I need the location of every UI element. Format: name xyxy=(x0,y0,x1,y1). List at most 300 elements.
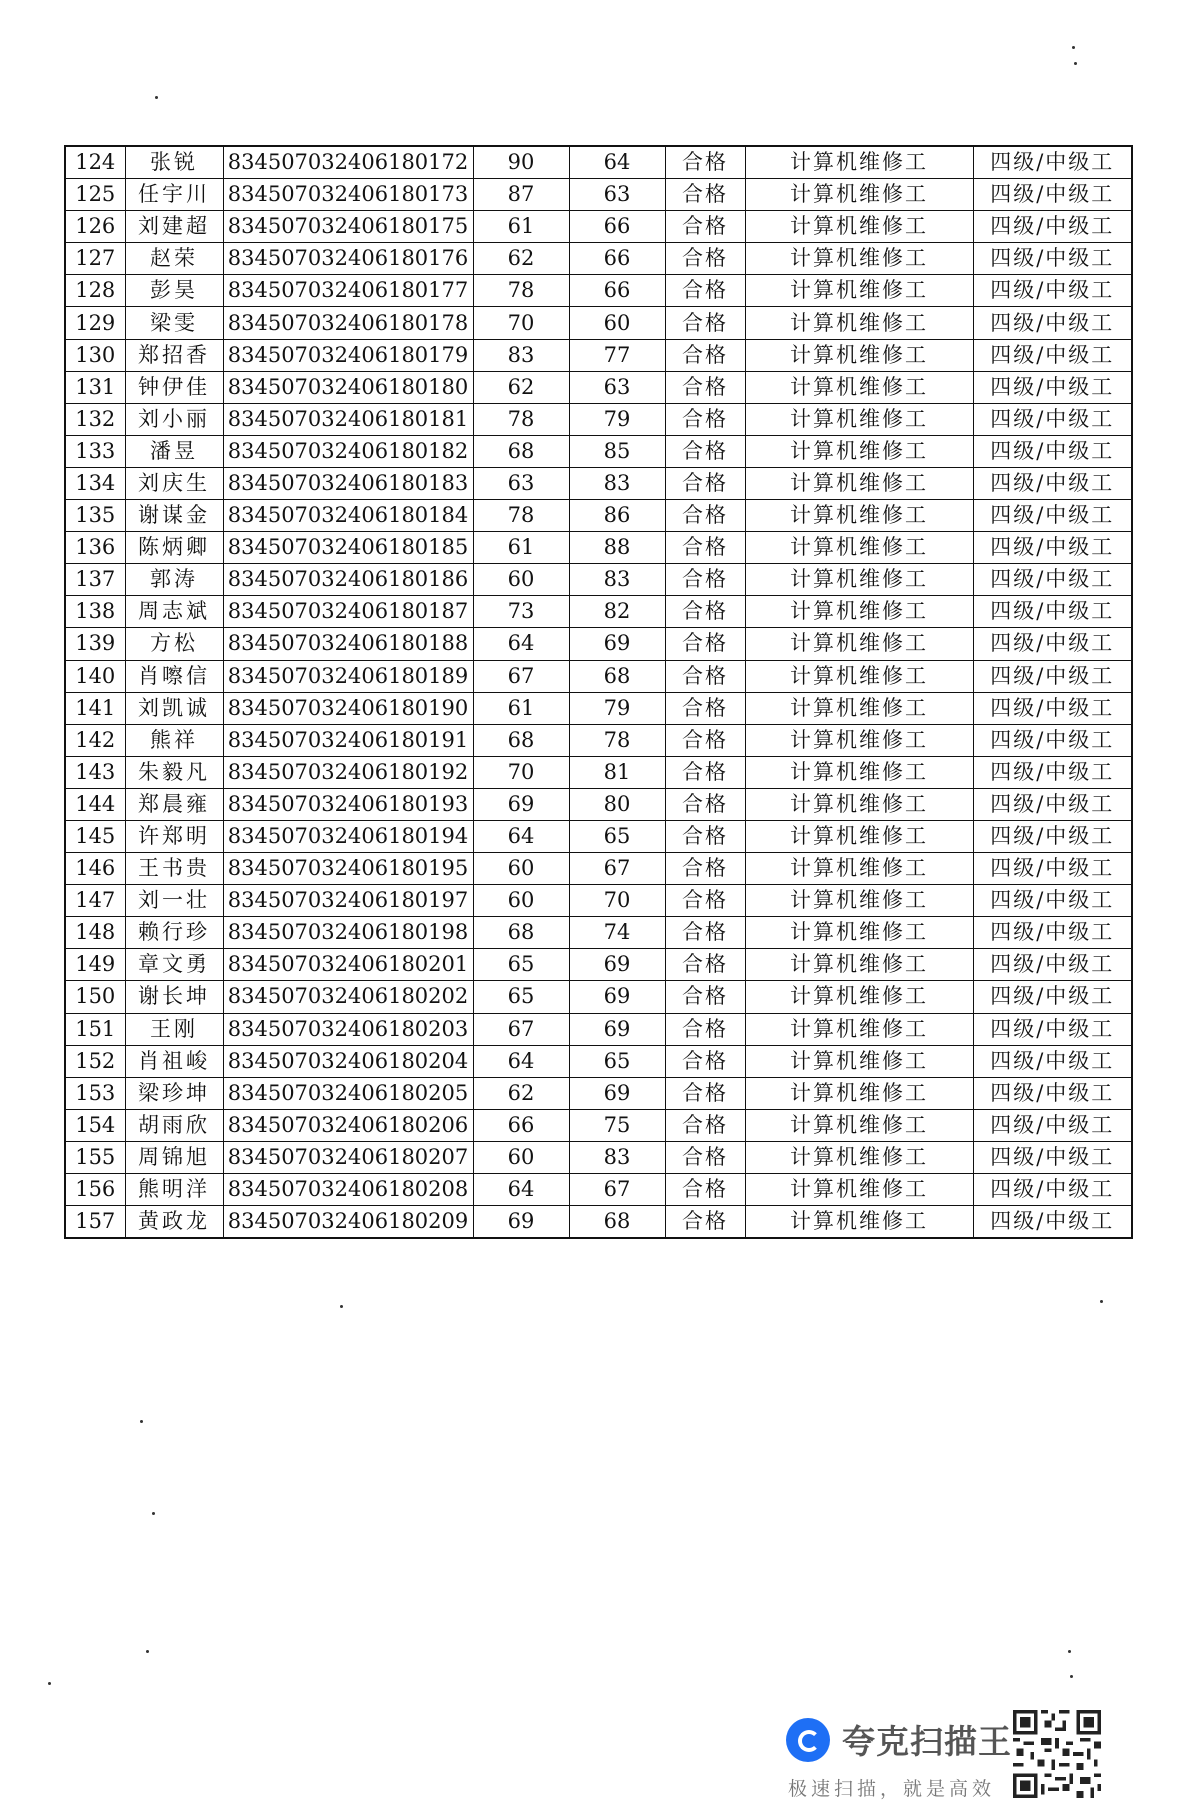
table-row xyxy=(65,1013,1132,1045)
result-cell: 合格 xyxy=(665,532,745,564)
theory-score-cell: 78 xyxy=(473,500,569,532)
table-row xyxy=(65,981,1132,1013)
occupation-cell: 计算机维修工 xyxy=(745,467,973,499)
scan-speck xyxy=(152,1512,155,1515)
occupation-cell: 计算机维修工 xyxy=(745,179,973,211)
candidate-name-cell: 陈炳卿 xyxy=(125,532,223,564)
occupation-cell: 计算机维修工 xyxy=(745,532,973,564)
result-cell: 合格 xyxy=(665,243,745,275)
occupation-cell: 计算机维修工 xyxy=(745,724,973,756)
level-cell: 四级/中级工 xyxy=(973,500,1132,532)
scan-speck xyxy=(1100,1300,1103,1303)
candidate-name-cell: 钟伊佳 xyxy=(125,371,223,403)
ticket-number-cell: 834507032406180190 xyxy=(223,692,473,724)
theory-score-cell: 68 xyxy=(473,917,569,949)
row-number-cell: 148 xyxy=(65,917,125,949)
candidate-name-cell: 刘小丽 xyxy=(125,403,223,435)
level-cell: 四级/中级工 xyxy=(973,435,1132,467)
level-cell: 四级/中级工 xyxy=(973,307,1132,339)
ticket-number-cell: 834507032406180194 xyxy=(223,820,473,852)
ticket-number-cell: 834507032406180185 xyxy=(223,532,473,564)
ticket-number-cell: 834507032406180179 xyxy=(223,339,473,371)
result-cell: 合格 xyxy=(665,339,745,371)
table-row xyxy=(65,532,1132,564)
practical-score-cell: 66 xyxy=(569,211,665,243)
occupation-cell: 计算机维修工 xyxy=(745,788,973,820)
theory-score-cell: 61 xyxy=(473,532,569,564)
candidate-name-cell: 谢谋金 xyxy=(125,500,223,532)
occupation-cell: 计算机维修工 xyxy=(745,596,973,628)
practical-score-cell: 69 xyxy=(569,981,665,1013)
theory-score-cell: 78 xyxy=(473,403,569,435)
practical-score-cell: 85 xyxy=(569,435,665,467)
theory-score-cell: 87 xyxy=(473,179,569,211)
practical-score-cell: 69 xyxy=(569,628,665,660)
candidate-name-cell: 黄政龙 xyxy=(125,1206,223,1239)
result-cell: 合格 xyxy=(665,275,745,307)
theory-score-cell: 70 xyxy=(473,756,569,788)
result-cell: 合格 xyxy=(665,403,745,435)
candidate-name-cell: 朱毅凡 xyxy=(125,756,223,788)
result-cell: 合格 xyxy=(665,1206,745,1239)
practical-score-cell: 66 xyxy=(569,243,665,275)
level-cell: 四级/中级工 xyxy=(973,275,1132,307)
theory-score-cell: 64 xyxy=(473,1174,569,1206)
theory-score-cell: 61 xyxy=(473,692,569,724)
ticket-number-cell: 834507032406180187 xyxy=(223,596,473,628)
theory-score-cell: 69 xyxy=(473,788,569,820)
ticket-number-cell: 834507032406180209 xyxy=(223,1206,473,1239)
occupation-cell: 计算机维修工 xyxy=(745,981,973,1013)
practical-score-cell: 67 xyxy=(569,853,665,885)
occupation-cell: 计算机维修工 xyxy=(745,660,973,692)
result-cell: 合格 xyxy=(665,435,745,467)
score-table-body xyxy=(65,146,1132,1238)
row-number-cell: 157 xyxy=(65,1206,125,1239)
row-number-cell: 141 xyxy=(65,692,125,724)
ticket-number-cell: 834507032406180188 xyxy=(223,628,473,660)
scan-speck xyxy=(1072,46,1075,49)
row-number-cell: 137 xyxy=(65,564,125,596)
table-row xyxy=(65,1045,1132,1077)
ticket-number-cell: 834507032406180173 xyxy=(223,179,473,211)
occupation-cell: 计算机维修工 xyxy=(745,756,973,788)
occupation-cell: 计算机维修工 xyxy=(745,1174,973,1206)
ticket-number-cell: 834507032406180195 xyxy=(223,853,473,885)
practical-score-cell: 69 xyxy=(569,949,665,981)
ticket-number-cell: 834507032406180176 xyxy=(223,243,473,275)
result-cell: 合格 xyxy=(665,596,745,628)
occupation-cell: 计算机维修工 xyxy=(745,628,973,660)
row-number-cell: 126 xyxy=(65,211,125,243)
practical-score-cell: 70 xyxy=(569,885,665,917)
ticket-number-cell: 834507032406180183 xyxy=(223,467,473,499)
level-cell: 四级/中级工 xyxy=(973,724,1132,756)
level-cell: 四级/中级工 xyxy=(973,564,1132,596)
table-row xyxy=(65,628,1132,660)
scan-speck xyxy=(1070,1675,1073,1678)
table-row xyxy=(65,403,1132,435)
candidate-name-cell: 刘凯诚 xyxy=(125,692,223,724)
level-cell: 四级/中级工 xyxy=(973,339,1132,371)
row-number-cell: 144 xyxy=(65,788,125,820)
practical-score-cell: 67 xyxy=(569,1174,665,1206)
practical-score-cell: 80 xyxy=(569,788,665,820)
theory-score-cell: 68 xyxy=(473,435,569,467)
row-number-cell: 131 xyxy=(65,371,125,403)
level-cell: 四级/中级工 xyxy=(973,820,1132,852)
candidate-name-cell: 周志斌 xyxy=(125,596,223,628)
candidate-name-cell: 熊祥 xyxy=(125,724,223,756)
occupation-cell: 计算机维修工 xyxy=(745,564,973,596)
candidate-name-cell: 梁雯 xyxy=(125,307,223,339)
result-cell: 合格 xyxy=(665,371,745,403)
occupation-cell: 计算机维修工 xyxy=(745,1206,973,1239)
result-cell: 合格 xyxy=(665,500,745,532)
candidate-name-cell: 任宇川 xyxy=(125,179,223,211)
table-row xyxy=(65,1174,1132,1206)
result-cell: 合格 xyxy=(665,756,745,788)
practical-score-cell: 68 xyxy=(569,1206,665,1239)
result-cell: 合格 xyxy=(665,949,745,981)
scan-speck xyxy=(155,96,158,99)
row-number-cell: 145 xyxy=(65,820,125,852)
row-number-cell: 152 xyxy=(65,1045,125,1077)
theory-score-cell: 67 xyxy=(473,1013,569,1045)
level-cell: 四级/中级工 xyxy=(973,243,1132,275)
level-cell: 四级/中级工 xyxy=(973,628,1132,660)
candidate-name-cell: 郑招香 xyxy=(125,339,223,371)
ticket-number-cell: 834507032406180192 xyxy=(223,756,473,788)
practical-score-cell: 65 xyxy=(569,820,665,852)
result-cell: 合格 xyxy=(665,724,745,756)
result-cell: 合格 xyxy=(665,853,745,885)
qr-code-icon xyxy=(1013,1710,1101,1798)
level-cell: 四级/中级工 xyxy=(973,981,1132,1013)
level-cell: 四级/中级工 xyxy=(973,467,1132,499)
scan-speck xyxy=(1074,62,1077,65)
row-number-cell: 142 xyxy=(65,724,125,756)
result-cell: 合格 xyxy=(665,179,745,211)
level-cell: 四级/中级工 xyxy=(973,596,1132,628)
table-row xyxy=(65,853,1132,885)
candidate-name-cell: 方松 xyxy=(125,628,223,660)
practical-score-cell: 83 xyxy=(569,1141,665,1173)
table-row xyxy=(65,756,1132,788)
watermark-slogan: 极速扫描，就是高效 xyxy=(788,1778,996,1800)
row-number-cell: 127 xyxy=(65,243,125,275)
row-number-cell: 149 xyxy=(65,949,125,981)
occupation-cell: 计算机维修工 xyxy=(745,403,973,435)
theory-score-cell: 60 xyxy=(473,564,569,596)
occupation-cell: 计算机维修工 xyxy=(745,500,973,532)
occupation-cell: 计算机维修工 xyxy=(745,1077,973,1109)
occupation-cell: 计算机维修工 xyxy=(745,917,973,949)
row-number-cell: 147 xyxy=(65,885,125,917)
practical-score-cell: 77 xyxy=(569,339,665,371)
practical-score-cell: 69 xyxy=(569,1077,665,1109)
result-cell: 合格 xyxy=(665,307,745,339)
occupation-cell: 计算机维修工 xyxy=(745,339,973,371)
occupation-cell: 计算机维修工 xyxy=(745,949,973,981)
theory-score-cell: 61 xyxy=(473,211,569,243)
table-row xyxy=(65,564,1132,596)
practical-score-cell: 83 xyxy=(569,564,665,596)
result-cell: 合格 xyxy=(665,885,745,917)
level-cell: 四级/中级工 xyxy=(973,853,1132,885)
result-cell: 合格 xyxy=(665,788,745,820)
level-cell: 四级/中级工 xyxy=(973,1206,1132,1239)
practical-score-cell: 64 xyxy=(569,146,665,179)
level-cell: 四级/中级工 xyxy=(973,949,1132,981)
candidate-name-cell: 彭昊 xyxy=(125,275,223,307)
occupation-cell: 计算机维修工 xyxy=(745,1045,973,1077)
result-cell: 合格 xyxy=(665,564,745,596)
result-cell: 合格 xyxy=(665,660,745,692)
candidate-name-cell: 郭涛 xyxy=(125,564,223,596)
practical-score-cell: 63 xyxy=(569,179,665,211)
occupation-cell: 计算机维修工 xyxy=(745,211,973,243)
row-number-cell: 156 xyxy=(65,1174,125,1206)
table-row xyxy=(65,596,1132,628)
theory-score-cell: 68 xyxy=(473,724,569,756)
scan-speck xyxy=(48,1682,51,1685)
quark-logo-icon xyxy=(786,1718,830,1762)
candidate-name-cell: 许郑明 xyxy=(125,820,223,852)
row-number-cell: 136 xyxy=(65,532,125,564)
occupation-cell: 计算机维修工 xyxy=(745,371,973,403)
row-number-cell: 146 xyxy=(65,853,125,885)
row-number-cell: 138 xyxy=(65,596,125,628)
table-row xyxy=(65,146,1132,179)
occupation-cell: 计算机维修工 xyxy=(745,885,973,917)
practical-score-cell: 60 xyxy=(569,307,665,339)
ticket-number-cell: 834507032406180181 xyxy=(223,403,473,435)
row-number-cell: 154 xyxy=(65,1109,125,1141)
candidate-name-cell: 张锐 xyxy=(125,146,223,179)
ticket-number-cell: 834507032406180191 xyxy=(223,724,473,756)
theory-score-cell: 64 xyxy=(473,820,569,852)
table-row xyxy=(65,1109,1132,1141)
theory-score-cell: 78 xyxy=(473,275,569,307)
row-number-cell: 135 xyxy=(65,500,125,532)
level-cell: 四级/中级工 xyxy=(973,146,1132,179)
ticket-number-cell: 834507032406180197 xyxy=(223,885,473,917)
ticket-number-cell: 834507032406180172 xyxy=(223,146,473,179)
table-row xyxy=(65,949,1132,981)
theory-score-cell: 62 xyxy=(473,371,569,403)
practical-score-cell: 86 xyxy=(569,500,665,532)
level-cell: 四级/中级工 xyxy=(973,1174,1132,1206)
table-row xyxy=(65,724,1132,756)
ticket-number-cell: 834507032406180207 xyxy=(223,1141,473,1173)
level-cell: 四级/中级工 xyxy=(973,788,1132,820)
table-row xyxy=(65,307,1132,339)
level-cell: 四级/中级工 xyxy=(973,211,1132,243)
candidate-name-cell: 肖祖峻 xyxy=(125,1045,223,1077)
table-row xyxy=(65,917,1132,949)
row-number-cell: 155 xyxy=(65,1141,125,1173)
row-number-cell: 139 xyxy=(65,628,125,660)
result-cell: 合格 xyxy=(665,820,745,852)
occupation-cell: 计算机维修工 xyxy=(745,1013,973,1045)
level-cell: 四级/中级工 xyxy=(973,1077,1132,1109)
table-row xyxy=(65,371,1132,403)
candidate-name-cell: 章文勇 xyxy=(125,949,223,981)
row-number-cell: 153 xyxy=(65,1077,125,1109)
watermark-brand: 夸克扫描王 xyxy=(842,1722,1012,1761)
row-number-cell: 133 xyxy=(65,435,125,467)
table-row xyxy=(65,885,1132,917)
row-number-cell: 140 xyxy=(65,660,125,692)
result-cell: 合格 xyxy=(665,1174,745,1206)
result-cell: 合格 xyxy=(665,692,745,724)
occupation-cell: 计算机维修工 xyxy=(745,146,973,179)
occupation-cell: 计算机维修工 xyxy=(745,275,973,307)
candidate-name-cell: 胡雨欣 xyxy=(125,1109,223,1141)
scan-speck xyxy=(340,1305,343,1308)
level-cell: 四级/中级工 xyxy=(973,1109,1132,1141)
practical-score-cell: 63 xyxy=(569,371,665,403)
theory-score-cell: 64 xyxy=(473,628,569,660)
result-cell: 合格 xyxy=(665,1013,745,1045)
ticket-number-cell: 834507032406180189 xyxy=(223,660,473,692)
theory-score-cell: 63 xyxy=(473,467,569,499)
candidate-name-cell: 赵荣 xyxy=(125,243,223,275)
occupation-cell: 计算机维修工 xyxy=(745,853,973,885)
theory-score-cell: 83 xyxy=(473,339,569,371)
practical-score-cell: 68 xyxy=(569,660,665,692)
ticket-number-cell: 834507032406180180 xyxy=(223,371,473,403)
table-row xyxy=(65,339,1132,371)
row-number-cell: 125 xyxy=(65,179,125,211)
candidate-name-cell: 王书贵 xyxy=(125,853,223,885)
row-number-cell: 129 xyxy=(65,307,125,339)
level-cell: 四级/中级工 xyxy=(973,1141,1132,1173)
result-cell: 合格 xyxy=(665,1109,745,1141)
ticket-number-cell: 834507032406180184 xyxy=(223,500,473,532)
level-cell: 四级/中级工 xyxy=(973,532,1132,564)
level-cell: 四级/中级工 xyxy=(973,756,1132,788)
ticket-number-cell: 834507032406180193 xyxy=(223,788,473,820)
row-number-cell: 132 xyxy=(65,403,125,435)
level-cell: 四级/中级工 xyxy=(973,371,1132,403)
scanner-watermark xyxy=(784,1712,1012,1802)
theory-score-cell: 60 xyxy=(473,885,569,917)
table-row xyxy=(65,179,1132,211)
table-row xyxy=(65,243,1132,275)
practical-score-cell: 88 xyxy=(569,532,665,564)
result-cell: 合格 xyxy=(665,1077,745,1109)
candidate-name-cell: 刘庆生 xyxy=(125,467,223,499)
candidate-name-cell: 谢长坤 xyxy=(125,981,223,1013)
occupation-cell: 计算机维修工 xyxy=(745,243,973,275)
theory-score-cell: 66 xyxy=(473,1109,569,1141)
candidate-name-cell: 周锦旭 xyxy=(125,1141,223,1173)
ticket-number-cell: 834507032406180202 xyxy=(223,981,473,1013)
table-row xyxy=(65,1077,1132,1109)
candidate-name-cell: 潘昱 xyxy=(125,435,223,467)
table-row xyxy=(65,820,1132,852)
table-row xyxy=(65,500,1132,532)
ticket-number-cell: 834507032406180182 xyxy=(223,435,473,467)
table-row xyxy=(65,211,1132,243)
level-cell: 四级/中级工 xyxy=(973,885,1132,917)
table-row xyxy=(65,1141,1132,1173)
practical-score-cell: 82 xyxy=(569,596,665,628)
table-row xyxy=(65,788,1132,820)
result-cell: 合格 xyxy=(665,917,745,949)
theory-score-cell: 62 xyxy=(473,1077,569,1109)
ticket-number-cell: 834507032406180205 xyxy=(223,1077,473,1109)
level-cell: 四级/中级工 xyxy=(973,917,1132,949)
practical-score-cell: 75 xyxy=(569,1109,665,1141)
candidate-name-cell: 赖行珍 xyxy=(125,917,223,949)
ticket-number-cell: 834507032406180177 xyxy=(223,275,473,307)
ticket-number-cell: 834507032406180198 xyxy=(223,917,473,949)
scan-speck xyxy=(146,1650,149,1653)
ticket-number-cell: 834507032406180203 xyxy=(223,1013,473,1045)
level-cell: 四级/中级工 xyxy=(973,1013,1132,1045)
practical-score-cell: 66 xyxy=(569,275,665,307)
result-cell: 合格 xyxy=(665,1141,745,1173)
theory-score-cell: 65 xyxy=(473,949,569,981)
theory-score-cell: 70 xyxy=(473,307,569,339)
row-number-cell: 128 xyxy=(65,275,125,307)
candidate-name-cell: 刘一壮 xyxy=(125,885,223,917)
result-cell: 合格 xyxy=(665,628,745,660)
candidate-name-cell: 王刚 xyxy=(125,1013,223,1045)
result-cell: 合格 xyxy=(665,211,745,243)
occupation-cell: 计算机维修工 xyxy=(745,820,973,852)
ticket-number-cell: 834507032406180201 xyxy=(223,949,473,981)
score-table xyxy=(64,145,1133,1239)
table-row xyxy=(65,1206,1132,1239)
level-cell: 四级/中级工 xyxy=(973,660,1132,692)
scan-speck xyxy=(140,1420,143,1423)
practical-score-cell: 79 xyxy=(569,692,665,724)
candidate-name-cell: 熊明洋 xyxy=(125,1174,223,1206)
occupation-cell: 计算机维修工 xyxy=(745,1141,973,1173)
candidate-name-cell: 郑晨雍 xyxy=(125,788,223,820)
practical-score-cell: 74 xyxy=(569,917,665,949)
occupation-cell: 计算机维修工 xyxy=(745,692,973,724)
occupation-cell: 计算机维修工 xyxy=(745,435,973,467)
candidate-name-cell: 梁珍坤 xyxy=(125,1077,223,1109)
theory-score-cell: 64 xyxy=(473,1045,569,1077)
practical-score-cell: 79 xyxy=(569,403,665,435)
table-row xyxy=(65,660,1132,692)
row-number-cell: 130 xyxy=(65,339,125,371)
result-cell: 合格 xyxy=(665,146,745,179)
table-row xyxy=(65,275,1132,307)
practical-score-cell: 81 xyxy=(569,756,665,788)
ticket-number-cell: 834507032406180186 xyxy=(223,564,473,596)
ticket-number-cell: 834507032406180208 xyxy=(223,1174,473,1206)
theory-score-cell: 65 xyxy=(473,981,569,1013)
level-cell: 四级/中级工 xyxy=(973,179,1132,211)
practical-score-cell: 78 xyxy=(569,724,665,756)
table-row xyxy=(65,692,1132,724)
practical-score-cell: 65 xyxy=(569,1045,665,1077)
ticket-number-cell: 834507032406180204 xyxy=(223,1045,473,1077)
table-row xyxy=(65,435,1132,467)
result-cell: 合格 xyxy=(665,981,745,1013)
result-cell: 合格 xyxy=(665,467,745,499)
occupation-cell: 计算机维修工 xyxy=(745,1109,973,1141)
ticket-number-cell: 834507032406180206 xyxy=(223,1109,473,1141)
row-number-cell: 124 xyxy=(65,146,125,179)
